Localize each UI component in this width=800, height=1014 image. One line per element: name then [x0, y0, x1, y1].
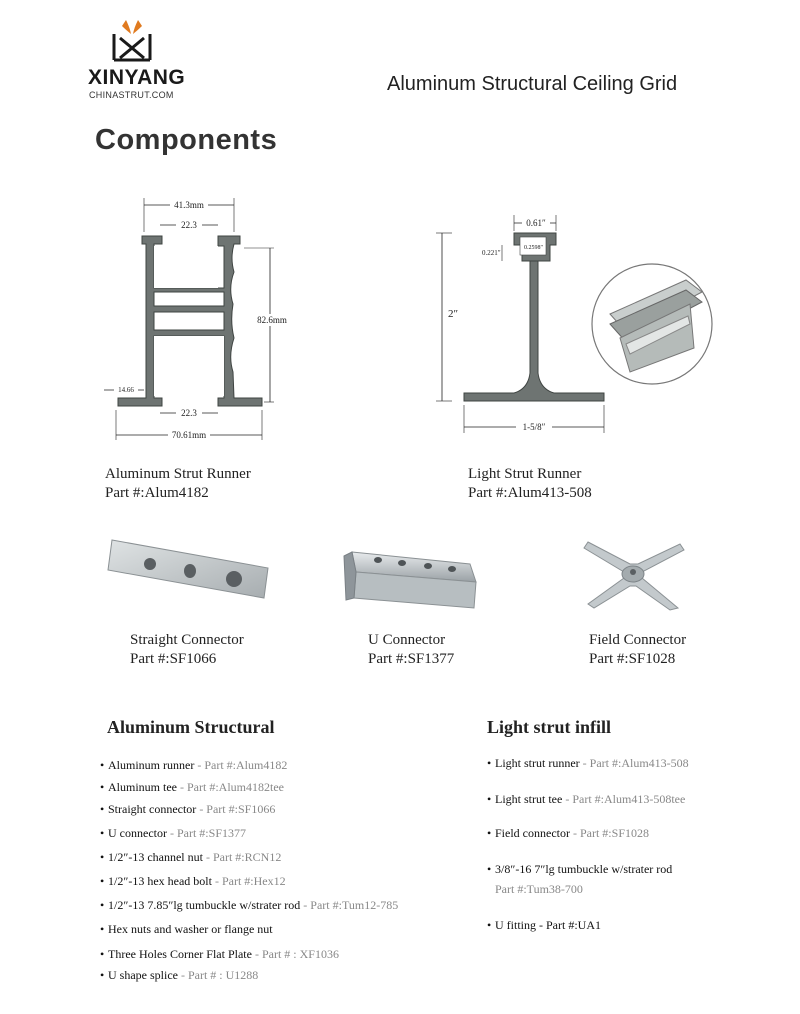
list-item: • U shape splice - Part # : U1288	[100, 968, 259, 982]
item-name: 1/2″-13 channel nut	[108, 850, 203, 864]
dim-light-height: 2″	[448, 308, 459, 320]
item-part-number: - Part #:Tum12-785	[300, 898, 399, 912]
item-part-number: - Part #:SF1066	[196, 802, 276, 816]
list-item: • 3/8″-16 7″lg tumbuckle w/strater rod	[487, 862, 673, 876]
dim-light-lip-w: 0.2598″	[524, 245, 543, 251]
item-part-number: Part #:Tum38-700	[495, 882, 583, 896]
item-name: Straight connector	[108, 802, 197, 816]
list-item-continuation	[495, 882, 583, 897]
component-caption-light-runner	[468, 465, 592, 503]
component-name: U Connector	[368, 632, 446, 648]
list-item: • Aluminum tee - Part #:Alum4182tee	[100, 780, 284, 794]
item-name: Aluminum tee	[108, 780, 177, 794]
brand-domain: CHINASTRUT.COM	[89, 90, 174, 100]
dim-inner-top: 22.3	[181, 220, 197, 230]
item-part-number: - Part #:Alum413-508	[579, 756, 689, 770]
list-item: • Aluminum runner - Part #:Alum4182	[100, 758, 288, 772]
component-caption-strut-runner	[105, 465, 251, 503]
item-name: Hex nuts and washer or flange nut	[108, 922, 273, 936]
component-name: Straight Connector	[130, 632, 244, 648]
document-title: Aluminum Structural Ceiling Grid	[387, 73, 678, 95]
list-item: • Field connector - Part #:SF1028	[487, 826, 649, 840]
list-item: • Straight connector - Part #:SF1066	[100, 802, 276, 816]
component-caption-u-connector	[368, 631, 454, 669]
item-name: Light strut tee	[495, 792, 563, 806]
component-name: Light Strut Runner	[468, 466, 582, 482]
dim-lip: 14.66	[118, 386, 134, 394]
dim-light-width-top: 0.61″	[526, 218, 546, 228]
list-item: • Three Holes Corner Flat Plate - Part # : XF1036	[100, 947, 339, 961]
section-title-light-strut-infill: Light strut infill	[487, 717, 612, 737]
item-part-number: - Part #:Hex12	[211, 874, 286, 888]
straight-connector-photo	[104, 534, 274, 604]
brand-logo	[110, 16, 154, 62]
component-caption-straight-connector	[130, 631, 244, 669]
list-item: • U fitting - Part #:UA1	[487, 918, 601, 932]
item-name: U fitting - Part #:UA1	[495, 918, 601, 932]
item-name: U connector	[108, 826, 167, 840]
component-part-number: Part #:SF1377	[368, 651, 455, 667]
components-heading: Components	[95, 124, 278, 156]
item-name: Light strut runner	[495, 756, 580, 770]
component-part-number: Part #:SF1066	[130, 651, 217, 667]
item-name: Aluminum runner	[108, 758, 195, 772]
list-item: • 1/2″-13 hex head bolt - Part #:Hex12	[100, 874, 286, 888]
dim-inner-bottom: 22.3	[181, 408, 197, 418]
field-connector-photo	[580, 534, 690, 614]
list-item: • 1/2″-13 7.85″lg tumbuckle w/strater rod - Part #:Tum12-785	[100, 898, 399, 912]
section-title-aluminum-structural: Aluminum Structural	[107, 717, 275, 737]
u-connector-photo	[340, 542, 490, 614]
component-name: Aluminum Strut Runner	[105, 466, 251, 482]
logo-mark-icon	[110, 16, 154, 62]
item-part-number: - Part #:SF1377	[166, 826, 246, 840]
component-caption-field-connector	[589, 631, 686, 669]
item-part-number: - Part #:RCN12	[202, 850, 282, 864]
list-item: • Light strut tee - Part #:Alum413-508tee	[487, 792, 686, 806]
list-item: • Light strut runner - Part #:Alum413-508	[487, 756, 689, 770]
item-part-number: - Part #:Alum4182tee	[177, 780, 284, 794]
list-item: • 1/2″-13 channel nut - Part #:RCN12	[100, 850, 282, 864]
brand-name: XINYANG	[88, 66, 186, 89]
item-name: 1/2″-13 hex head bolt	[108, 874, 212, 888]
list-item: • Hex nuts and washer or flange nut	[100, 922, 273, 936]
dim-light-lip-h: 0.221″	[482, 249, 501, 257]
component-part-number: Part #:Alum413-508	[468, 485, 592, 501]
component-part-number: Part #:SF1028	[589, 651, 676, 667]
dim-width-top: 41.3mm	[174, 200, 204, 210]
item-part-number: - Part #:Alum413-508tee	[562, 792, 686, 806]
item-part-number: - Part #:SF1028	[569, 826, 649, 840]
item-part-number: - Part #:Alum4182	[194, 758, 288, 772]
item-part-number: - Part # : U1288	[177, 968, 259, 982]
item-name: U shape splice	[108, 968, 178, 982]
item-name: Three Holes Corner Flat Plate	[108, 947, 252, 961]
component-name: Field Connector	[589, 632, 687, 648]
item-name: 1/2″-13 7.85″lg tumbuckle w/strater rod	[108, 898, 301, 912]
dim-light-base: 1-5/8″	[522, 422, 546, 432]
item-name: Field connector	[495, 826, 570, 840]
dim-width-bottom: 70.61mm	[171, 430, 207, 440]
component-part-number: Part #:Alum4182	[105, 485, 209, 501]
light-runner-3d-illustration	[590, 262, 714, 386]
dim-height: 82.6mm	[257, 315, 287, 325]
list-item: • U connector - Part #:SF1377	[100, 826, 246, 840]
item-name: 3/8″-16 7″lg tumbuckle w/strater rod	[495, 862, 673, 876]
item-part-number: - Part # : XF1036	[251, 947, 339, 961]
strut-runner-drawing	[100, 188, 287, 448]
